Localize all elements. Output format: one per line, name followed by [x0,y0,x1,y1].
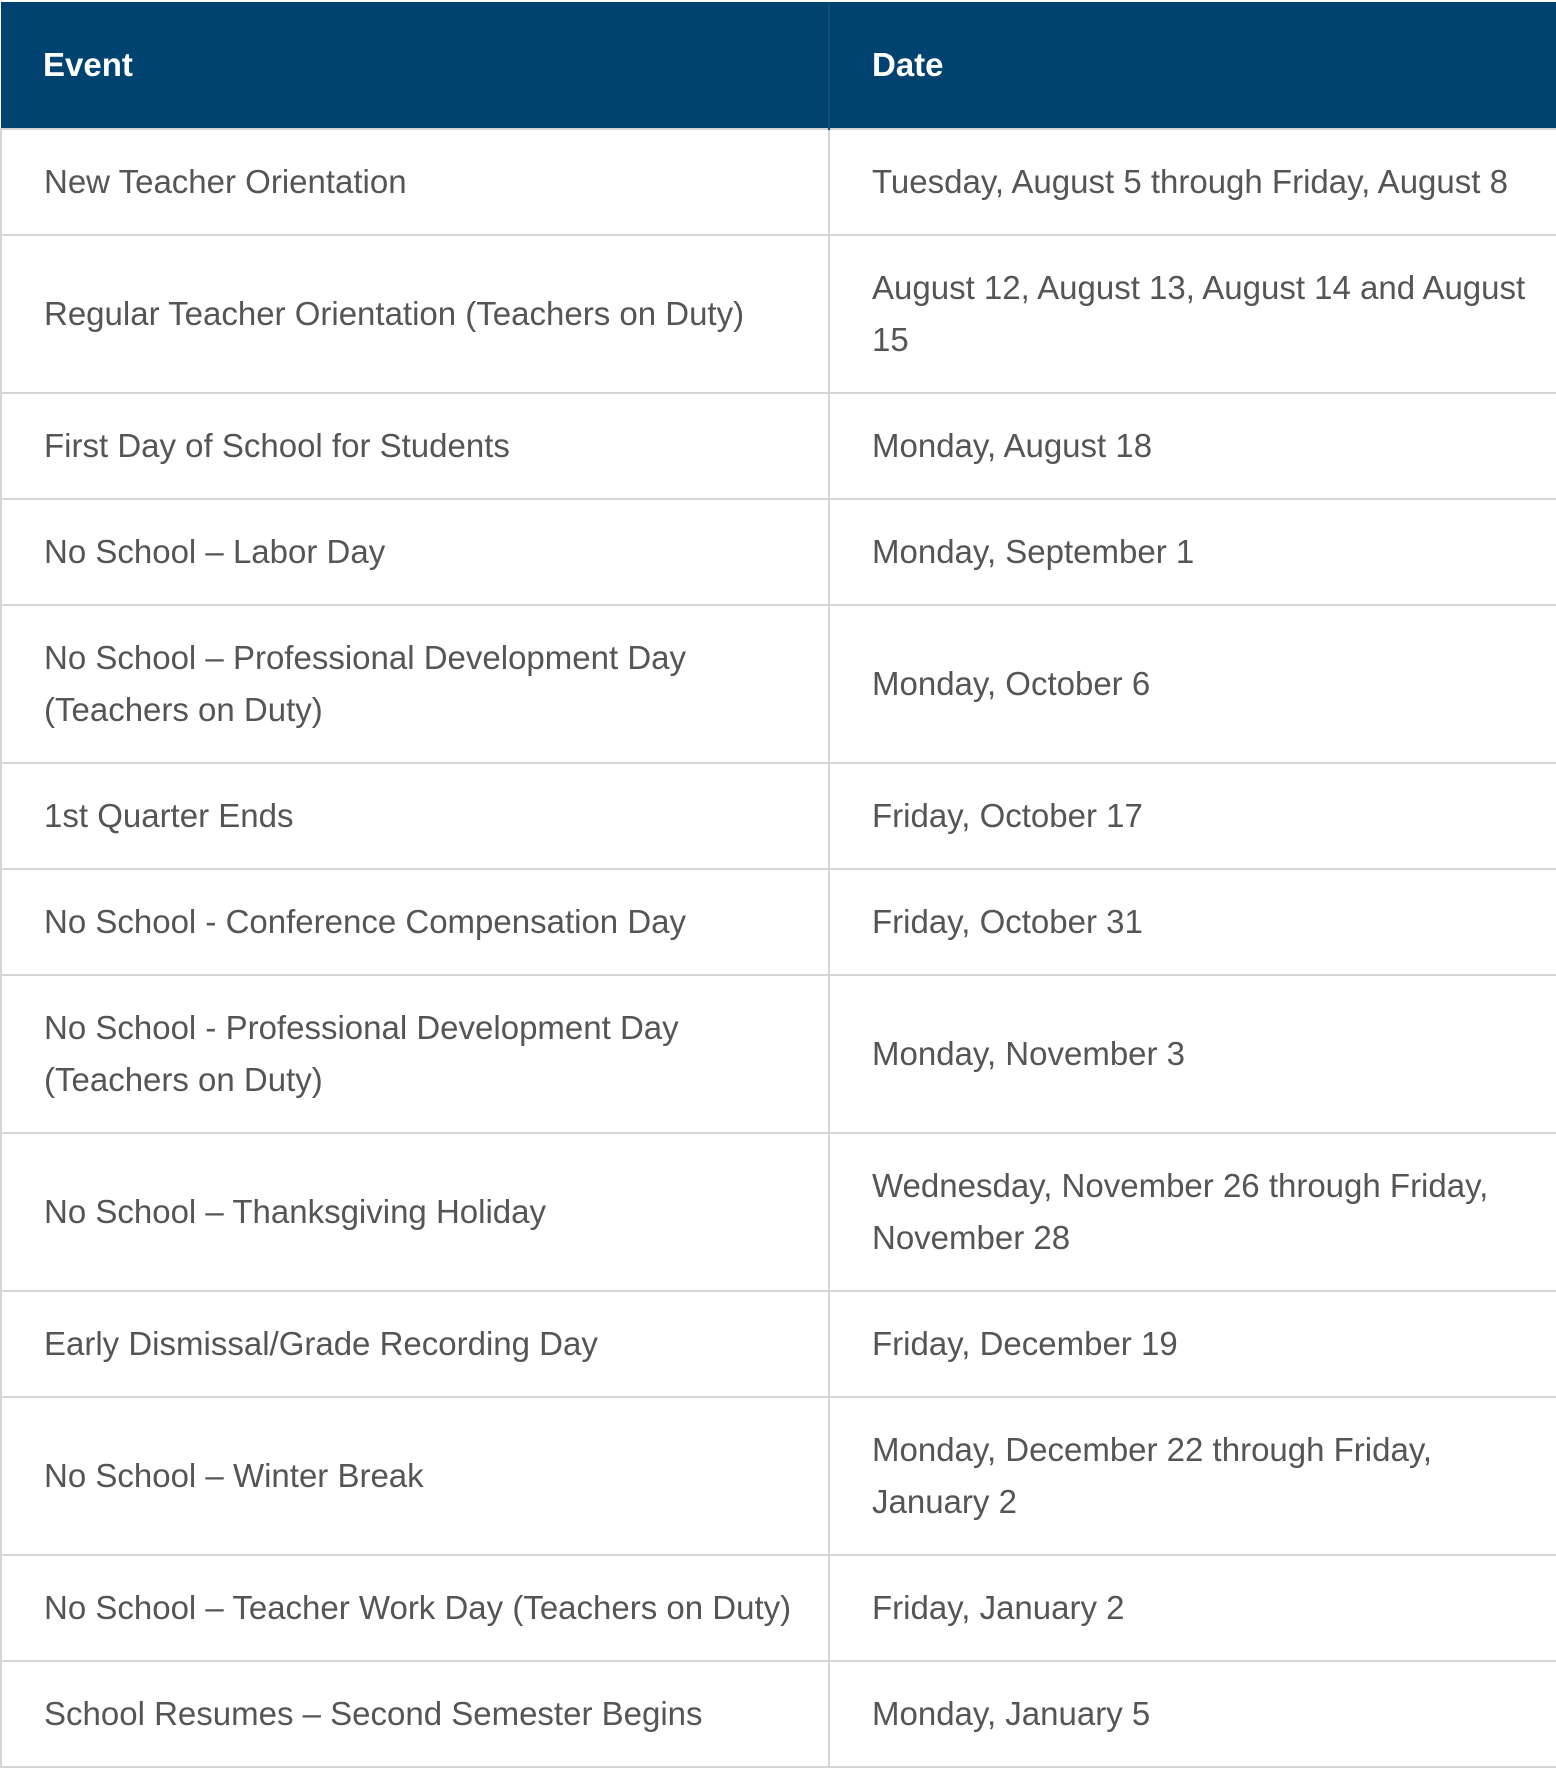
date-cell: Tuesday, August 5 through Friday, August 8 [829,129,1556,235]
date-cell: Monday, November 3 [829,975,1556,1133]
header-event: Event [1,2,829,129]
date-cell: Monday, October 6 [829,605,1556,763]
table-row [1,1291,1556,1397]
table-row [1,1397,1556,1555]
date-cell: Monday, December 22 through Friday, January 2 [829,1397,1556,1555]
event-cell: 1st Quarter Ends [1,763,829,869]
table-row [1,499,1556,605]
date-cell: Friday, October 31 [829,869,1556,975]
event-cell: No School – Thanksgiving Holiday [1,1133,829,1291]
table-row [1,605,1556,763]
event-cell: No School - Professional Development Day (Teachers on Duty) [1,975,829,1133]
header-date: Date [829,2,1556,129]
event-cell: No School – Winter Break [1,1397,829,1555]
table-row [1,869,1556,975]
event-cell: First Day of School for Students [1,393,829,499]
date-cell: Friday, October 17 [829,763,1556,869]
event-cell: New Teacher Orientation [1,129,829,235]
event-cell: No School – Teacher Work Day (Teachers on Duty) [1,1555,829,1661]
table-row [1,1555,1556,1661]
date-cell: Friday, December 19 [829,1291,1556,1397]
event-cell: No School – Professional Development Day (Teachers on Duty) [1,605,829,763]
table-header [1,2,1556,129]
event-cell: Regular Teacher Orientation (Teachers on Duty) [1,235,829,393]
date-cell: Friday, January 2 [829,1555,1556,1661]
calendar-table-container [0,2,1556,1768]
table-body [1,129,1556,1767]
table-row [1,1661,1556,1767]
date-cell: Monday, August 18 [829,393,1556,499]
table-row [1,129,1556,235]
table-row [1,1133,1556,1291]
date-cell: August 12, August 13, August 14 and August 15 [829,235,1556,393]
table-row [1,393,1556,499]
event-cell: No School - Conference Compensation Day [1,869,829,975]
table-row [1,763,1556,869]
header-row [1,2,1556,129]
table-row [1,235,1556,393]
event-cell: School Resumes – Second Semester Begins [1,1661,829,1767]
calendar-table [0,2,1556,1768]
date-cell: Monday, September 1 [829,499,1556,605]
date-cell: Monday, January 5 [829,1661,1556,1767]
table-row [1,975,1556,1133]
event-cell: Early Dismissal/Grade Recording Day [1,1291,829,1397]
event-cell: No School – Labor Day [1,499,829,605]
date-cell: Wednesday, November 26 through Friday, November 28 [829,1133,1556,1291]
